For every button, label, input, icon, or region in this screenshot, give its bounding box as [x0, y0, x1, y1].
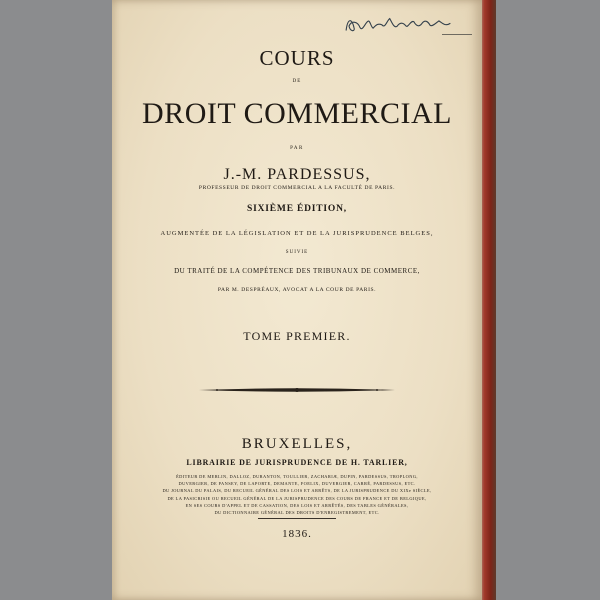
book-title: DROIT COMMERCIAL — [142, 97, 452, 130]
booksellers-line: DUVERGIER, DE PANSEY, DE LAPORTE, DEMANTE, FOELIX, DUVERGIER, CARRÉ, PARDESSUS, ETC. — [178, 481, 416, 487]
volume-label: TOME PREMIER. — [243, 329, 351, 343]
booksellers-line: ÉDITEUR DE MERLIN, DALLOZ, DURANTON, TOULLIER, ZACHARIÆ, DUPIN, PARDESSUS, TROPLONG, — [176, 474, 418, 479]
title-de: DE — [292, 79, 302, 84]
author-name: J.-M. PARDESSUS, — [223, 166, 371, 183]
imprint-booksellers — [130, 473, 464, 516]
edition-traite: DU TRAITÉ DE LA COMPÉTENCE DES TRIBUNAUX DE COMMERCE, — [174, 267, 420, 275]
imprint-city: BRUXELLES, — [241, 436, 353, 452]
booksellers-line: DE LA PASICRISIE OU RECUEIL GÉNÉRAL DE LA JURISPRUDENCE DES COURS DE FRANCE ET DE BELGIQUE, — [167, 495, 427, 501]
author-par: PAR — [290, 146, 304, 151]
edition-label: SIXIÈME ÉDITION, — [247, 204, 347, 214]
title-cours: COURS — [259, 46, 335, 70]
booksellers-line: EN SES COURS D'APPEL ET DE CASSATION, DES LOIS ET ARRÊTÉS, DES TABLES GÉNÉRALES, — [185, 502, 409, 508]
edition-suivie: SUIVIE — [285, 250, 309, 255]
signature-underline — [442, 34, 472, 35]
ornament-rule — [197, 384, 397, 396]
title-page — [112, 0, 482, 600]
imprint-divider — [258, 518, 336, 519]
edition-augmentee: AUGMENTÉE DE LA LÉGISLATION ET DE LA JURISPRUDENCE BELGES, — [160, 230, 434, 237]
signature-scribble — [342, 10, 463, 36]
author-role: PROFESSEUR DE DROIT COMMERCIAL A LA FACULTÉ DE PARIS. — [198, 185, 396, 191]
imprint-publisher: LIBRAIRIE DE JURISPRUDENCE DE H. TARLIER, — [186, 458, 408, 467]
booksellers-line: DU JOURNAL DU PALAIS, DU RECUEIL GÉNÉRAL DES LOIS ET ARRÊTS, DE LA JURISPRUDENCE DU XIXe SIÈCLE, — [162, 488, 432, 494]
handwritten-signature — [342, 10, 473, 41]
booksellers-line: DU DICTIONNAIRE GÉNÉRAL DES DROITS D'ENREGISTREMENT, ETC. — [214, 510, 380, 516]
edition-despreaux: PAR M. DESPRÉAUX, AVOCAT A LA COUR DE PARIS. — [217, 287, 377, 293]
imprint-year: 1836. — [282, 528, 312, 540]
